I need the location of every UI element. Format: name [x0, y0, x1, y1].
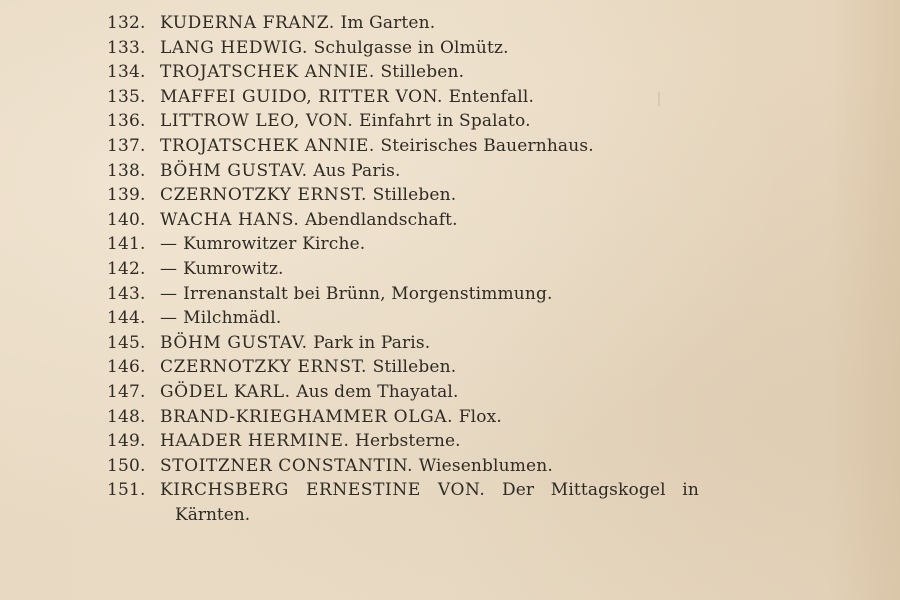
catalog-entry [107, 405, 787, 430]
entry-text [160, 183, 456, 208]
entry-number: 138. [107, 160, 146, 181]
entry-number: 137. [107, 135, 146, 156]
entry-artist: TROJATSCHEK ANNIE. [160, 62, 375, 83]
entry-title: Park in Paris. [313, 332, 431, 353]
entry-number: 133. [107, 37, 146, 58]
catalog-entry [107, 109, 787, 134]
entry-text [160, 159, 401, 184]
catalog-entry [107, 429, 787, 454]
entry-number: 140. [107, 209, 146, 230]
entry-artist-ditto: — [160, 283, 178, 304]
entry-text [160, 282, 553, 307]
entry-number: 134. [107, 62, 146, 83]
catalog-entry [107, 36, 787, 61]
entry-artist: CZERNOTZKY ERNST. [160, 185, 368, 206]
entry-text [160, 208, 458, 233]
entry-title: Im Garten. [340, 13, 436, 33]
catalog-entry [107, 85, 787, 110]
entry-artist: BÖHM GUSTAV. [160, 332, 308, 353]
entry-number: 145. [107, 332, 146, 353]
entry-number: 142. [107, 258, 146, 279]
entry-title: Irrenanstalt bei Brünn, Morgenstimmung. [183, 283, 553, 304]
catalog-entry [107, 183, 787, 208]
entry-title: Aus Paris. [313, 160, 401, 181]
catalog-entry [107, 282, 787, 307]
catalog-entry [107, 134, 787, 159]
catalog-entry [107, 232, 787, 257]
catalog-entry [107, 355, 787, 380]
entry-number: 147. [107, 381, 146, 402]
entry-number: 148. [107, 406, 146, 427]
entry-title: Der Mittagskogel in [501, 480, 699, 501]
entry-text [160, 232, 365, 257]
entry-title: Stilleben. [372, 357, 457, 378]
entry-title: Schulgasse in Olmütz. [313, 37, 509, 58]
entry-number: 150. [107, 455, 146, 476]
entry-text [160, 11, 435, 36]
catalog-entry [107, 208, 787, 233]
entry-title: Wiesenblumen. [418, 455, 553, 476]
entry-title: Herbsterne. [355, 431, 461, 452]
entry-title: Kumrowitzer Kirche. [183, 234, 366, 255]
entry-number: 136. [107, 111, 146, 132]
entry-artist: HAADER HERMINE. [160, 431, 350, 452]
entry-artist: TROJATSCHEK ANNIE. [160, 135, 375, 156]
entry-title: Milchmädl. [183, 308, 282, 329]
catalog-entry [107, 454, 787, 479]
entry-text [160, 109, 531, 134]
entry-text [160, 429, 461, 454]
entry-artist: STOITZNER CONSTANTIN. [160, 455, 414, 476]
catalog-entry [107, 478, 787, 503]
entry-title: Abendlandschaft. [305, 209, 458, 230]
entry-text [160, 85, 534, 110]
entry-title: Aus dem Thayatal. [296, 381, 459, 402]
entry-title: Entenfall. [448, 86, 535, 107]
entry-text [160, 134, 594, 159]
entry-artist: LANG HEDWIG. [160, 37, 309, 58]
catalog-entry [107, 11, 787, 36]
entry-number: 143. [107, 283, 146, 304]
entry-text [160, 380, 459, 405]
entry-title: Kumrowitz. [183, 258, 284, 279]
entry-artist: KUDERNA FRANZ. [160, 13, 335, 33]
entry-text [160, 60, 464, 85]
entry-title: Steirisches Bauernhaus. [380, 135, 594, 156]
entry-artist: CZERNOTZKY ERNST. [160, 357, 368, 378]
entry-text [160, 454, 553, 479]
entry-text [160, 478, 699, 503]
entry-number: 141. [107, 234, 146, 255]
entry-title: Flox. [458, 406, 502, 427]
catalog-entry [107, 380, 787, 405]
entry-title: Einfahrt in Spalato. [358, 111, 531, 132]
entry-title: Stilleben. [380, 62, 465, 83]
catalog-entry [107, 60, 787, 85]
entry-number: 135. [107, 86, 146, 107]
entry-artist: WACHA HANS. [160, 209, 300, 230]
entry-artist: KIRCHSBERG ERNESTINE VON. [160, 480, 486, 501]
catalog-entry [107, 159, 787, 184]
entry-artist: LITTROW LEO, VON. [160, 111, 354, 132]
entry-text [160, 36, 509, 61]
catalog-entry [107, 306, 787, 331]
entry-artist: MAFFEI GUIDO, RITTER VON. [160, 86, 444, 107]
entry-artist: BÖHM GUSTAV. [160, 160, 308, 181]
entry-number: 151. [107, 480, 146, 501]
entry-number: 144. [107, 308, 146, 329]
entry-continuation-line: Kärnten. [175, 504, 251, 525]
catalog-list [107, 11, 787, 527]
entry-text [160, 331, 430, 356]
entry-number: 146. [107, 357, 146, 378]
entry-artist: BRAND-KRIEGHAMMER OLGA. [160, 406, 454, 427]
entry-number: 149. [107, 431, 146, 452]
entry-text [160, 306, 281, 331]
entry-artist-ditto: — [160, 308, 178, 329]
entry-text [160, 355, 456, 380]
entry-text [160, 405, 502, 430]
entry-number: 132. [107, 13, 146, 33]
catalog-entry [107, 257, 787, 282]
entry-title: Stilleben. [372, 185, 457, 206]
catalog-entry [107, 331, 787, 356]
entry-artist-ditto: — [160, 234, 178, 255]
entry-artist: GÖDEL KARL. [160, 381, 291, 402]
entry-number: 139. [107, 185, 146, 206]
entry-text [160, 257, 284, 282]
entry-artist-ditto: — [160, 258, 178, 279]
